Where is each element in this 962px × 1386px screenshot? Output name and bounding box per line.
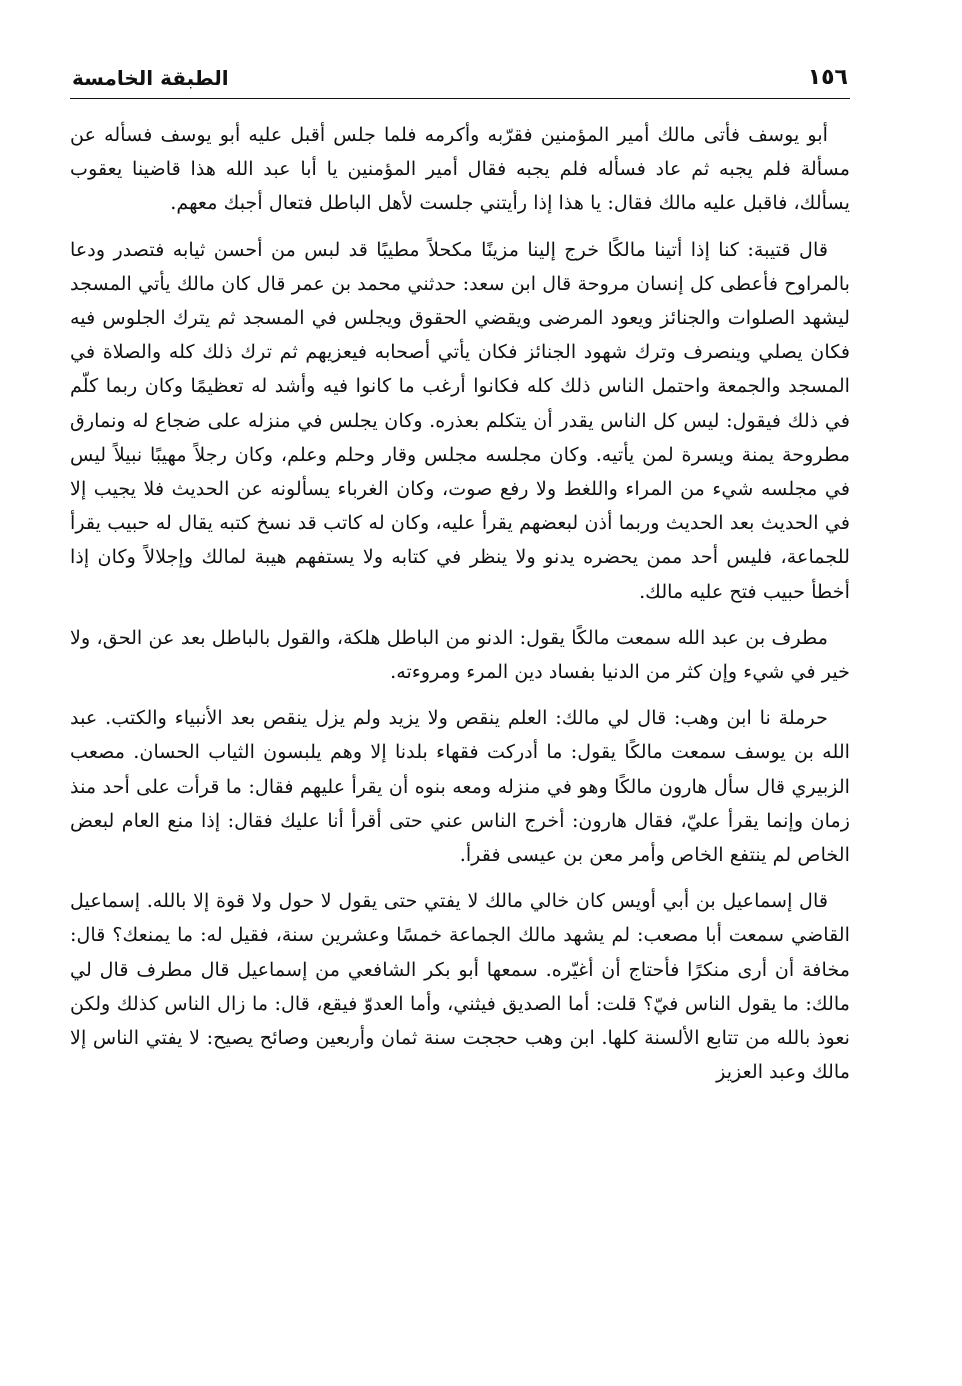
book-page <box>70 0 850 1386</box>
paragraph: قال إسماعيل بن أبي أويس كان خالي مالك لا يفتي حتى يقول لا حول ولا قوة إلا بالله. إسماعيل القاضي سمعت أبا مصعب: لم يشهد مالك الجماعة خمسًا وعشرين سنة، فقيل له: ما يمنعك؟ قال: مخافة أن أرى منكرًا فأحتاج أن أغيّره. سمعها أبو بكر الشافعي من إسماعيل قال مطرف قال لي مالك: ما يقول الناس فيّ؟ قلت: أما الصديق فيثني، وأما العدوّ فيقع، قال: ما زال الناس كذلك ولكن نعوذ بالله من تتابع الألسنة كلها. ابن وهب حججت سنة ثمان وأربعين وصائح يصيح: لا يفتي الناس إلا مالك وعبد العزيز <box>70 889 850 1084</box>
page-number: ١٥٦ <box>807 65 848 90</box>
paragraph: حرملة نا ابن وهب: قال لي مالك: العلم ينقص ولا يزيد ولم يزل ينقص بعد الأنبياء والكتب. عبد الله بن يوسف سمعت مالكًا يقول: ما أدركت فقهاء بلدنا إلا وهم يلبسون الثياب الحسان. مصعب الزبيري قال سأل هارون مالكًا وهو في منزله ومعه بنوه أن يقرأ عليهم فقال: ما قرأت على أحد منذ زمان وإنما يقرأ عليّ، فقال هارون: أخرج الناس عني حتى أقرأ أنا عليك فقال: إذا منع العام لبعض الخاص لم ينتفع الخاص وأمر معن بن عيسى فقرأ. <box>70 706 851 867</box>
running-title: الطبقة الخامسة <box>72 66 229 90</box>
paragraph: قال قتيبة: كنا إذا أتينا مالكًا خرج إلينا مزينًا مكحلاً مطيبًا قد لبس من أحسن ثيابه فتصدر ودعا بالمراوح فأعطى كل إنسان مروحة قال ابن سعد: حدثني محمد بن عمر قال كان مالك يأتي المسجد ليشهد الصلوات والجنائز ويعود المرضى ويقضي الحقوق ويجلس في المسجد ثم يترك الجلوس فيه فكان يصلي وينصرف وترك شهود الجنائز فكان يأتي أصحابه فيعزيهم ثم ترك ذلك كله والصلاة في المسجد والجمعة واحتمل الناس ذلك كله فكانوا أرغب ما كانوا فيه وأشد له تعظيمًا وكان ربما كلّم في ذلك فيقول: ليس كل الناس يقدر أن يتكلم بعذره. وكان يجلس في منزله على ضجاع له ونمارق مطروحة يمنة ويسرة لمن يأتيه. وكان مجلسه مجلس وقار وحلم وعلم، وكان رجلاً مهيبًا نبيلاً ليس في مجلسه شيء من المراء واللغط ولا رفع صوت، وكان الغرباء يسألونه عن الحديث فلا يجيب إلا في الحديث بعد الحديث وربما أذن لبعضهم يقرأ عليه، وكان له كاتب قد نسخ كتبه يقال له حبيب يقرأ للجماعة، فليس أحد ممن يحضره يدنو ولا ينظر في كتابه ولا يستفهم هيبة لمالك وإجلالاً وكان إذا أخطأ حبيب فتح عليه مالك. <box>70 237 850 603</box>
body-text <box>70 118 850 1089</box>
page-header <box>70 50 850 90</box>
paragraph: مطرف بن عبد الله سمعت مالكًا يقول: الدنو من الباطل هلكة، والقول بالباطل بعد عن الحق، ولا خير في شيء وإن كثر من الدنيا بفساد دين المرء ومروءته. <box>70 625 850 684</box>
paragraph: أبو يوسف فأتى مالك أمير المؤمنين فقرّبه وأكرمه فلما جلس أقبل عليه أبو يوسف فسأله عن مسألة فلم يجبه ثم عاد فسأله فلم يجبه فقال أمير المؤمنين يا أبا عبد الله هذا قاضينا يعقوب يسألك، فاقبل عليه مالك فقال: يا هذا إذا رأيتني جلست لأهل الباطل فتعال أجبك معهم. <box>70 123 850 215</box>
header-rule <box>70 98 850 99</box>
